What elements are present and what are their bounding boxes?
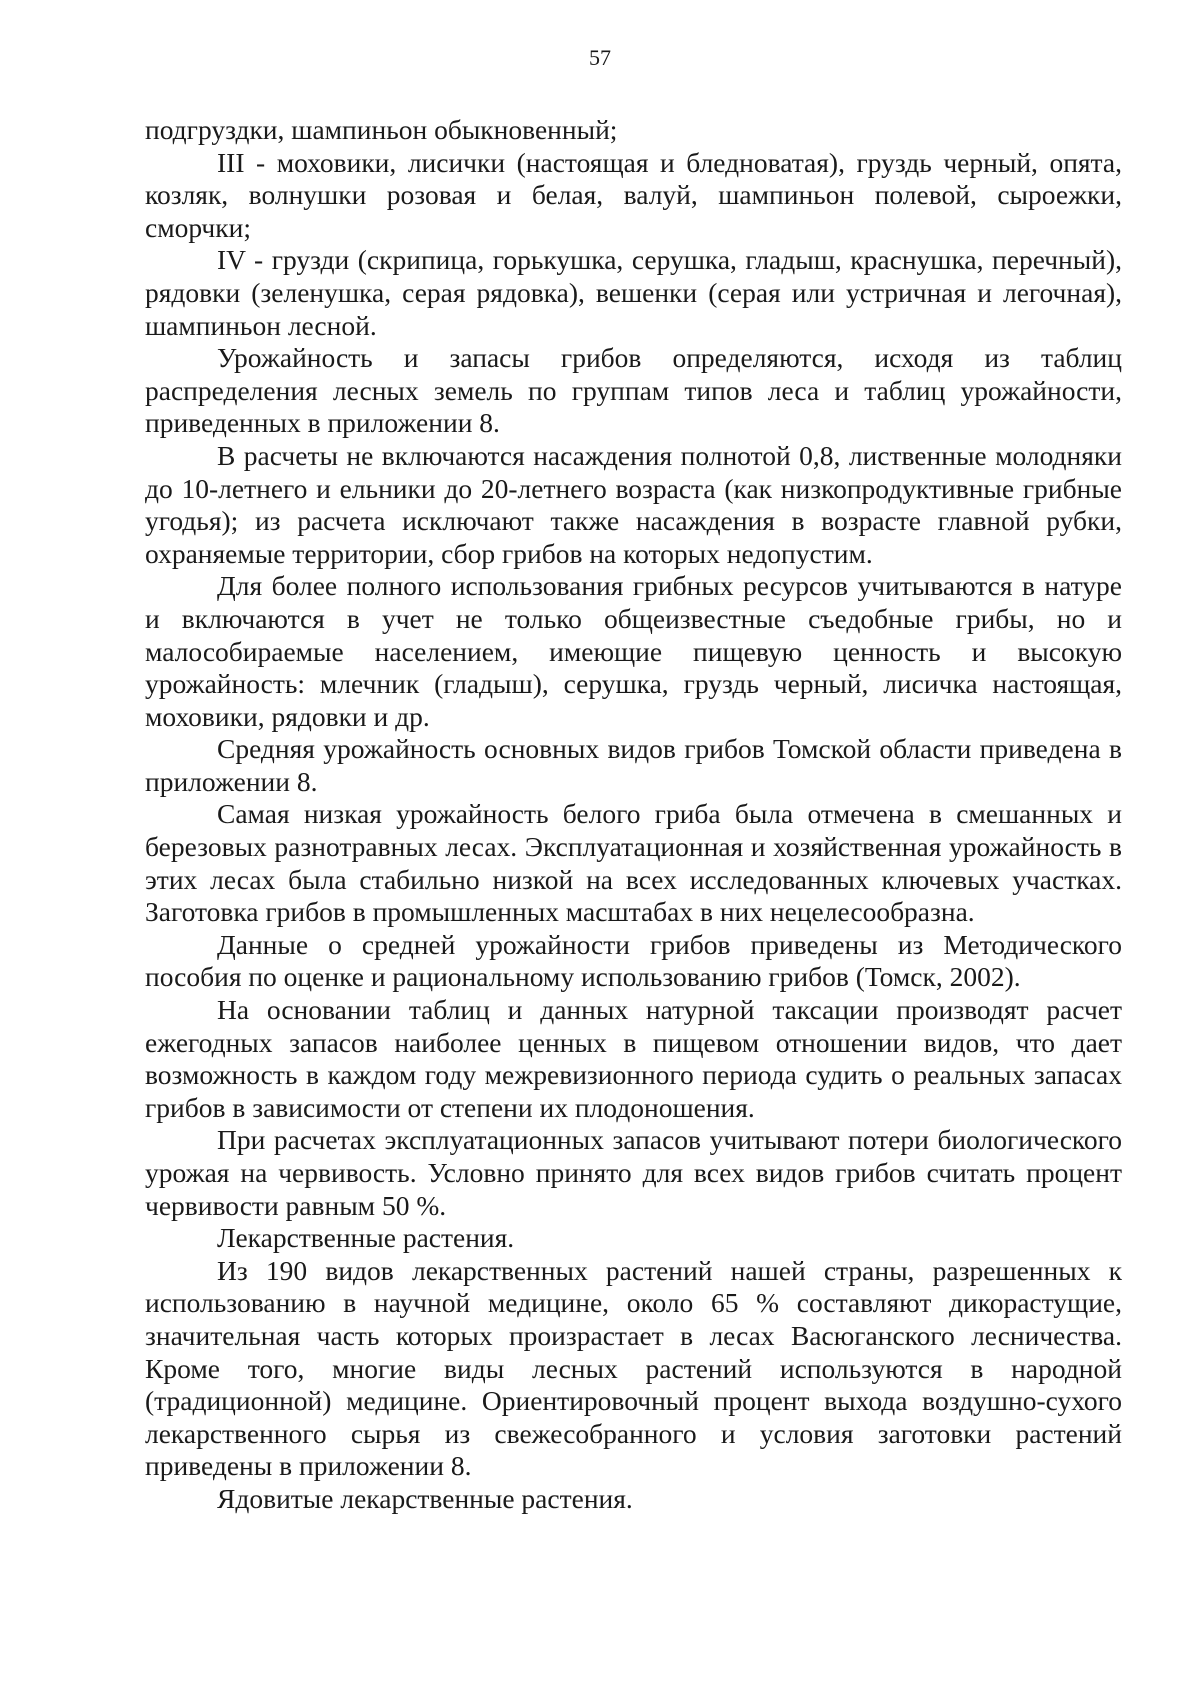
paragraph-data-source: Данные о средней урожайности грибов приведены из Методического пособия по оценке и рациональному использованию грибов (Томск, 2002). (145, 928, 1122, 993)
paragraph-average-yield: Средняя урожайность основных видов грибов Томской области приведена в приложении 8. (145, 733, 1122, 797)
paragraph-yield-and-reserves: Урожайность и запасы грибов определяются, исходя из таблиц распределения лесных земель по группам типов леса и таблиц урожайности, приведенных в приложении 8. (145, 342, 1122, 439)
paragraph-continuation: подгруздки, шампиньон обыкновенный; (145, 114, 618, 145)
heading-medicinal-plants: Лекарственные растения. (217, 1222, 515, 1254)
paragraph-annual-reserves: На основании таблиц и данных натурной таксации производят расчет ежегодных запасов наиболее ценных в пищевом отношении видов, что дает возможность в каждом году межревизионного периода судить о реальных запасах грибов в зависимости от степени их плодоношения. (145, 994, 1122, 1123)
paragraph-lowest-yield: Самая низкая урожайность белого гриба была отмечена в смешанных и березовых разнотравных лесах. Эксплуатационная и хозяйственная урожайность в этих лесах была стабильно низкой на всех исследованных ключевых участках. Заготовка грибов в промышленных масштабах в них нецелесообразна. (145, 798, 1122, 928)
paragraph-excluded-stands: В расчеты не включаются насаждения полнотой 0,8, лиственные молодняки до 10-летнего и ельники до 20-летнего возраста (как низкопродуктивные грибные угодья); из расчета исключают также насаждения в возрасте главной рубки, охраняемые территории, сбор грибов на которых недопустим. (145, 439, 1122, 569)
page-number: 57 (589, 45, 611, 70)
paragraph-wormy-losses: При расчетах эксплуатационных запасов учитывают потери биологического урожая на червивость. Условно принято для всех видов грибов считать процент червивости равным 50 %. (145, 1124, 1122, 1221)
paragraph-group-iii: III - моховики, лисички (настоящая и бледноватая), груздь черный, опята, козляк, волнушки розовая и белая, валуй, шампиньон полевой, сыроежки, сморчки; (145, 146, 1122, 243)
heading-poisonous-plants: Ядовитые лекарственные растения. (217, 1482, 633, 1514)
paragraph-group-iv: IV - грузди (скрипица, горькушка, серушка, гладыш, краснушка, перечный), рядовки (зеленушка, серая рядовка), вешенки (серая или устричная и легочная), шампиньон лесной. (145, 244, 1122, 341)
body-text (145, 114, 1122, 1516)
paragraph-fuller-use: Для более полного использования грибных ресурсов учитываются в натуре и включаются в учет не только общеизвестные съедобные грибы, но и малособираемые населением, имеющие пищевую ценность и высокую урожайность: млечник (гладыш), серушка, груздь черный, лисичка настоящая, моховики, рядовки и др. (145, 570, 1122, 732)
paragraph-medicinal-plants: Из 190 видов лекарственных растений нашей страны, разрешенных к использованию в научной медицине, около 65 % составляют дикорастущие, значительная часть которых произрастает в лесах Васюганского лесничества. Кроме того, многие виды лесных растений используются в народной (традиционной) медицине. Ориентировочный процент выхода воздушно-сухого лекарственного сырья из свежесобранного и условия заготовки растений приведены в приложении 8. (145, 1254, 1122, 1482)
